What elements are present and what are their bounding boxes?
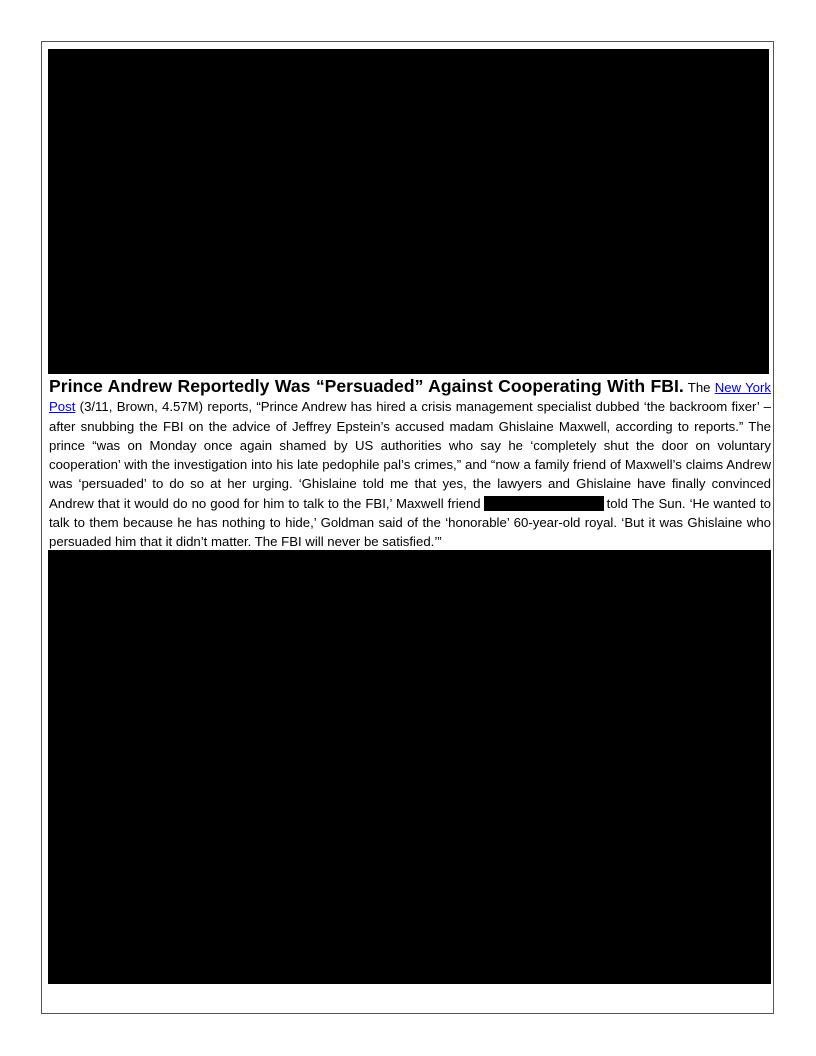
article-body-part1: “Prince Andrew has hired a crisis management specialist dubbed ‘the backroom fixer’ – after snubbing the FBI on the advice of Jeffrey Epstein’s accused madam Ghislaine Maxwell, according to reports.” The prince “was on Monday once again shamed by US authorities who say he ‘completely shut the door on voluntary cooperation’ with the investigation into his late pedophile pal’s crimes,” and “now a family friend of Maxwell’s claims Andrew was ‘persuaded’ to do so at her urging. ‘Ghislaine told me that yes, the lawyers and Ghislaine have finally convinced Andrew that it would do no good for him to talk to the FBI,’ Maxwell friend bbox=[49, 399, 771, 511]
lead-prefix: The bbox=[687, 380, 711, 395]
source-meta: (3/11, Brown, 4.57M) reports, bbox=[79, 399, 253, 415]
redaction-block-top bbox=[48, 49, 769, 374]
redaction-block-bottom bbox=[48, 550, 771, 984]
inline-redaction bbox=[484, 496, 604, 511]
source-link[interactable]: New York Post bbox=[49, 380, 771, 415]
article-body-part2: told The Sun. ‘He wanted to talk to them because he has nothing to hide,’ Goldman said of the ‘honorable’ 60-year-old royal. ‘But it was Ghislaine who persuaded him that it didn’t matter. The FBI will never be satisfied.’” bbox=[49, 495, 771, 550]
news-article bbox=[49, 377, 771, 552]
article-headline: Prince Andrew Reportedly Was “Persuaded” Against Cooperating With FBI. bbox=[49, 376, 684, 396]
